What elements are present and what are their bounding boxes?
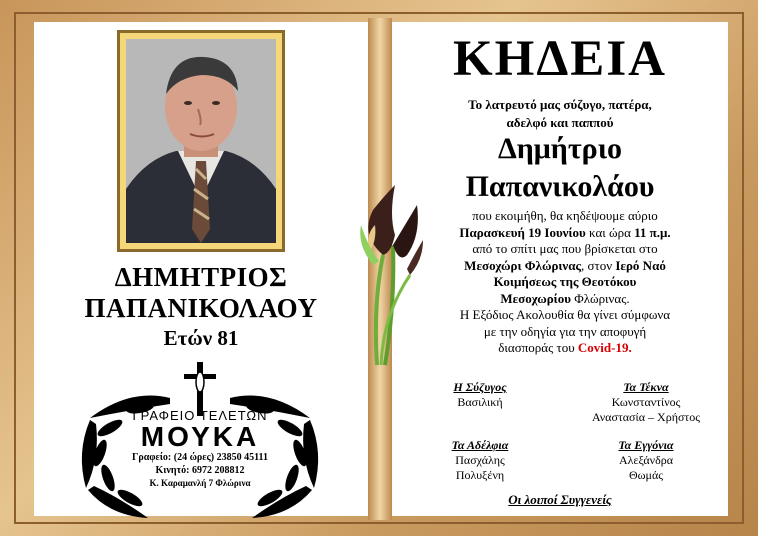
- connector-text: και ώρα: [585, 224, 635, 240]
- church-text: Ιερό Ναό: [615, 257, 666, 273]
- name-first: Δημήτριο: [497, 132, 623, 165]
- announce-line: [400, 225, 730, 242]
- grandchild-name: Θωμάς: [628, 468, 664, 482]
- announce-line: από το σπίτι μας που βρίσκεται στο: [472, 241, 658, 256]
- logo-brand: ΜΟΥΚΑ: [140, 421, 260, 452]
- portrait-illustration: [126, 39, 276, 243]
- grandchild-name: Αλεξάνδρα: [618, 453, 674, 467]
- covid-text: Covid-19.: [577, 340, 632, 355]
- siblings-block: [400, 438, 560, 483]
- announcement-body: [400, 208, 730, 357]
- siblings-heading: Τα Αδέλφια: [451, 438, 509, 452]
- age-label: Ετών 81: [163, 326, 239, 350]
- announce-line: [400, 340, 730, 357]
- announce-line: [400, 291, 730, 308]
- intro-text: [392, 96, 728, 132]
- notice-title: ΚΗΔΕΙΑ: [452, 31, 667, 87]
- children-block: [566, 380, 726, 425]
- other-relatives: Οι λοιποί Συγγενείς: [508, 492, 612, 507]
- announce-line: Η Εξόδιος Ακολουθία θα γίνει σύμφωνα: [459, 307, 671, 322]
- time-text: 11 π.μ.: [634, 224, 671, 240]
- logo-subtitle: ΓΡΑΦΕΙΟ ΤΕΛΕΤΩΝ: [132, 408, 268, 423]
- portrait-photo: [126, 39, 276, 243]
- announce-line: [400, 258, 730, 275]
- date-text: Παρασκευή 19 Ιουνίου: [459, 224, 586, 240]
- sibling-name: Πολυξένη: [455, 468, 505, 482]
- child-name: Αναστασία – Χρήστος: [591, 410, 701, 424]
- grandchildren-block: [566, 438, 726, 483]
- connector-text: , στον: [580, 257, 616, 273]
- portrait-frame: [117, 30, 285, 252]
- deceased-name: [392, 130, 728, 206]
- church-location: Μεσοχωρίου: [500, 290, 571, 306]
- region-text: Φλώρινας.: [570, 290, 630, 306]
- spouse-block: [400, 380, 560, 410]
- covid-prefix: διασποράς του: [498, 340, 578, 355]
- spouse-name: Βασιλική: [457, 395, 503, 409]
- announce-line: με την οδηγία για την αποφυγή: [483, 323, 647, 339]
- intro-line: Το λατρευτό μας σύζυγο, πατέρα,: [468, 97, 652, 112]
- village-text: Μεσοχώρι Φλώρινας: [464, 257, 581, 273]
- logo-office-phone: Γραφείο: (24 ώρες) 23850 45111: [132, 452, 268, 463]
- name-line-last: ΠΑΠΑΝΙΚΟΛΑΟΥ: [84, 293, 318, 323]
- logo-mobile-phone: Κινητό: 6972 208812: [155, 465, 245, 476]
- deceased-name-uppercase: [34, 262, 368, 324]
- calla-lily-icon: [355, 165, 425, 370]
- church-name: Κοιμήσεως της Θεοτόκου: [493, 274, 637, 289]
- grandchildren-heading: Τα Εγγόνια: [618, 438, 674, 452]
- name-last: Παπανικολάου: [465, 170, 655, 203]
- intro-line: αδελφό και παππού: [506, 115, 614, 130]
- spouse-heading: Η Σύζυγος: [453, 380, 507, 394]
- sibling-name: Πασχάλης: [455, 453, 505, 467]
- child-name: Κωνσταντίνος: [611, 395, 681, 409]
- announce-line: που εκοιμήθη, θα κηδέψουμε αύριο: [472, 208, 658, 223]
- children-heading: Τα Τέκνα: [623, 380, 669, 394]
- name-line-first: ΔΗΜΗΤΡΙΟΣ: [114, 262, 288, 292]
- logo-address: Κ. Καραμανλή 7 Φλώρινα: [149, 478, 251, 488]
- announce-line: [400, 274, 730, 291]
